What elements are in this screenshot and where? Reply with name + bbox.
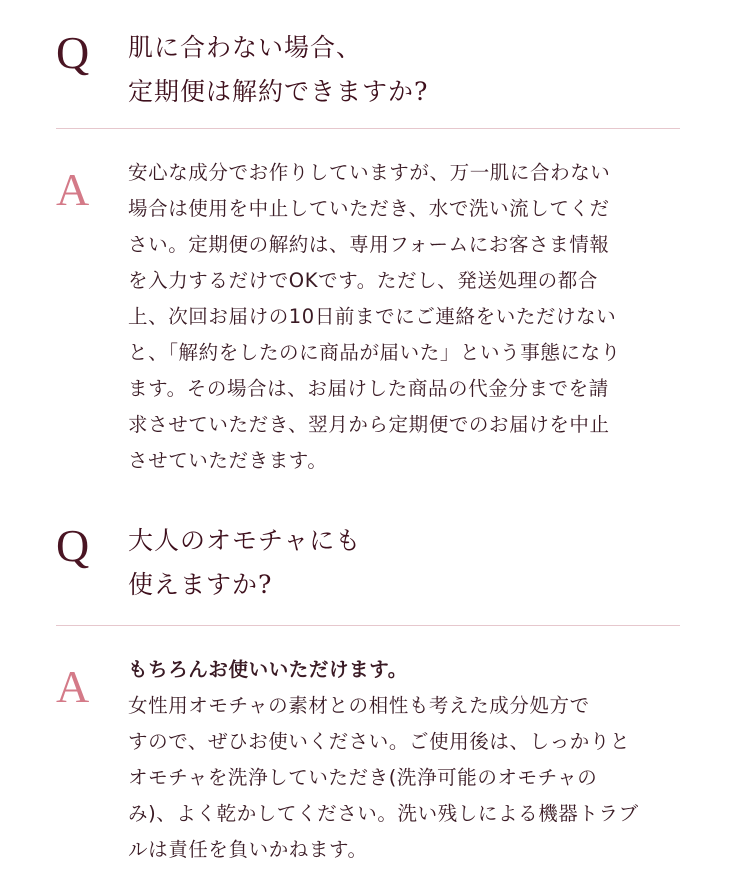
answer-line: ます。その場合は、お届けした商品の代金分までを請 bbox=[128, 377, 609, 400]
divider bbox=[56, 128, 680, 129]
answer-line: ルは責任を負いかねます。 bbox=[128, 838, 368, 861]
answer-block bbox=[56, 652, 680, 868]
question-block bbox=[56, 26, 680, 114]
answer-line: 安心な成分でお作りしていますが、万一肌に合わない bbox=[128, 161, 611, 184]
answer-block bbox=[56, 155, 680, 479]
answer-text bbox=[128, 652, 680, 868]
answer-lead: もちろんお使いいただけます。 bbox=[128, 658, 408, 681]
question-line: 肌に合わない場合、 bbox=[128, 33, 363, 62]
answer-line: 上、次回お届けの10日前までにご連絡をいただけない bbox=[128, 305, 617, 328]
question-line: 定期便は解約できますか? bbox=[128, 77, 429, 106]
answer-line: させていただきます。 bbox=[128, 449, 328, 472]
question-line: 大人のオモチャにも bbox=[128, 526, 362, 555]
answer-line: すので、ぜひお使いください。ご使用後は、しっかりと bbox=[128, 730, 631, 753]
divider bbox=[56, 625, 680, 626]
answer-line: と、「解約をしたのに商品が届いた」という事態になり bbox=[128, 341, 621, 364]
question-mark-letter: Q bbox=[56, 520, 90, 571]
answer-line: 求させていただき、翌月から定期便でのお届けを中止 bbox=[128, 413, 610, 436]
answer-line: さい。定期便の解約は、専用フォームにお客さま情報 bbox=[128, 233, 610, 256]
answer-line: オモチャを洗浄していただき(洗浄可能のオモチャの bbox=[128, 766, 598, 789]
answer-line: を入力するだけでOKです。ただし、発送処理の都合 bbox=[128, 269, 598, 292]
answer-line: み)、よく乾かしてください。洗い残しによる機器トラブ bbox=[128, 802, 639, 825]
answer-text bbox=[128, 155, 680, 479]
question-mark-letter: Q bbox=[56, 27, 90, 78]
answer-line: 場合は使用を中止していただき、水で洗い流してくだ bbox=[128, 197, 610, 220]
faq-item bbox=[56, 519, 680, 868]
answer-mark-letter: A bbox=[56, 164, 90, 215]
question-text bbox=[128, 26, 428, 114]
question-block bbox=[56, 519, 680, 607]
answer-mark-letter: A bbox=[56, 661, 90, 712]
question-line: 使えますか? bbox=[128, 570, 273, 599]
question-text bbox=[128, 519, 361, 607]
answer-line: 女性用オモチャの素材との相性も考えた成分処方で bbox=[128, 694, 590, 717]
faq-item bbox=[56, 26, 680, 479]
